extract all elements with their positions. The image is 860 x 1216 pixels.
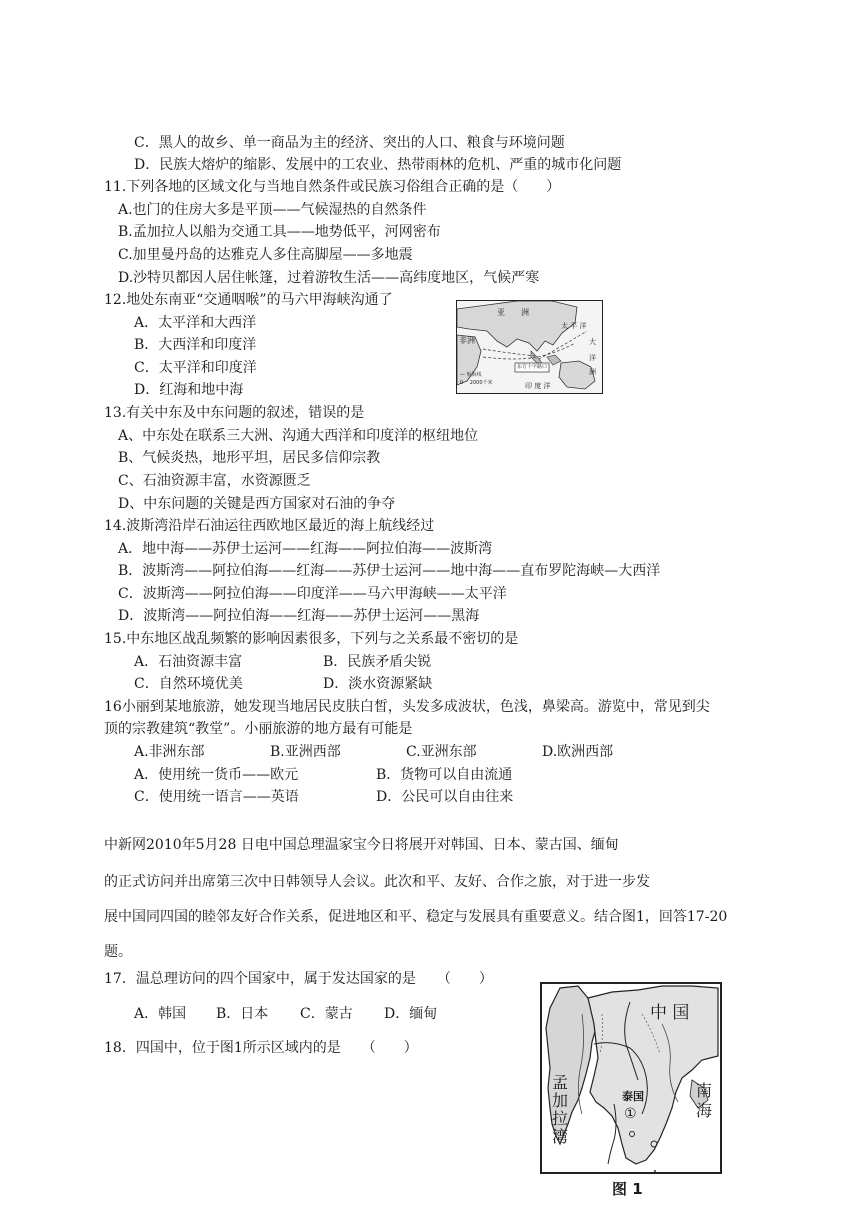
question-11-stem: 11.下列各地的区域文化与当地自然条件或民族习俗组合正确的是（ ） — [104, 179, 561, 195]
question-16-option-c: C.亚洲东部 — [406, 744, 477, 760]
question-12-option-a: A．太平洋和大西洋 — [134, 315, 257, 331]
map-label-oceania-a: 大 — [589, 338, 596, 346]
question-13-option-c: C、石油资源丰富，水资源匮乏 — [118, 473, 311, 489]
extra-option-c: C．使用统一语言——英语 — [134, 789, 299, 805]
question-15-option-b: B．民族矛盾尖锐 — [323, 654, 432, 670]
question-14-option-b: B．波斯湾——阿拉伯海——红海——苏伊士运河——地中海——直布罗陀海峡—大西洋 — [118, 563, 661, 579]
map-label-crossroad: 东方十字路口 — [517, 364, 548, 370]
question-15-option-d: D．淡水资源紧缺 — [323, 676, 433, 692]
option-c-continued: C．黑人的故乡、单一商品为主的经济、突出的人口、粮食与环境问题 — [134, 135, 565, 151]
question-12-option-c: C．太平洋和印度洋 — [134, 360, 257, 376]
extra-option-b: B．货物可以自由流通 — [376, 767, 513, 783]
question-16-option-a: A.非洲东部 — [134, 744, 205, 760]
question-17-stem: 17．温总理访问的四个国家中，属于发达国家的是 （ ） — [104, 971, 493, 987]
extra-option-a: A．使用统一货币——欧元 — [134, 767, 299, 783]
news-paragraph-line4: 题。 — [104, 944, 132, 960]
question-16-option-b: B.亚洲西部 — [270, 744, 341, 760]
figure-1-label-bengal-3: 拉 — [552, 1109, 569, 1128]
figure-1-label-sea-2: 海 — [696, 1101, 713, 1120]
figure-1-label-bengal-1: 孟 — [552, 1073, 569, 1092]
question-12-option-d: D．红海和地中海 — [134, 382, 244, 398]
figure-1-label-bengal-2: 加 — [552, 1091, 569, 1110]
news-paragraph-line1: 中新网2010年5月28 日电中国总理温家宝今日将展开对韩国、日本、蒙古国、缅甸 — [104, 837, 619, 853]
malacca-strait-map — [456, 300, 603, 394]
question-17-option-d: D．缅甸 — [384, 1006, 438, 1022]
question-15-option-c: C．自然环境优美 — [134, 676, 243, 692]
map-legend-route: — 航海线 — [460, 372, 482, 378]
question-11-option-a: A.也门的住房大多是平顶——气候湿热的自然条件 — [118, 202, 427, 218]
question-13-option-a: A、中东处在联系三大洲、沟通大西洋和印度洋的枢纽地位 — [118, 428, 479, 444]
question-11-option-d: D.沙特贝都因人居住帐篷，过着游牧生活——高纬度地区，气候严寒 — [118, 270, 540, 286]
figure-1-drawing — [542, 984, 720, 1172]
question-14-option-d: D．波斯湾——阿拉伯海——红海——苏伊士运河——黑海 — [118, 608, 480, 624]
news-paragraph-line2: 的正式访问并出席第三次中日韩领导人会议。此次和平、友好、合作之旅，对于进一步发 — [104, 874, 650, 890]
question-18-stem: 18．四国中，位于图1所示区域内的是 （ ） — [104, 1040, 418, 1056]
question-16-stem-line1: 16小丽到某地旅游，她发现当地居民皮肤白皙，头发多成波状，色浅，鼻梁高。游览中，常见到尖 — [104, 699, 710, 715]
question-11-option-b: B.孟加拉人以船为交通工具——地势低平，河网密布 — [118, 224, 441, 240]
question-15-stem: 15.中东地区战乱频繁的影响因素很多，下列与之关系最不密切的是 — [104, 631, 519, 647]
figure-1-dot — [654, 1170, 656, 1172]
question-13-stem: 13.有关中东及中东问题的叙述，错误的是 — [104, 405, 365, 421]
option-d-continued: D．民族大熔炉的缩影、发展中的工农业、热带雨林的危机、严重的城市化问题 — [134, 157, 622, 173]
figure-1-label-bengal-4: 湾 — [552, 1127, 569, 1146]
question-15-option-a: A．石油资源丰富 — [134, 654, 243, 670]
map-label-pacific: 太 平 洋 — [561, 322, 587, 330]
figure-1-label-sea-1: 南 — [696, 1081, 713, 1100]
question-14-option-a: A．地中海——苏伊士运河——红海——阿拉伯海——波斯湾 — [118, 541, 493, 557]
question-11-option-c: C.加里曼丹岛的达雅克人多住高脚屋——多地震 — [118, 247, 413, 263]
map-legend-scale: 0 2000千米 — [460, 380, 493, 386]
question-17-option-c: C．蒙古 — [300, 1006, 353, 1022]
question-16-option-d: D.欧洲西部 — [542, 744, 614, 760]
map-label-africa: 非洲 — [459, 336, 475, 345]
figure-1-map — [540, 982, 722, 1174]
question-13-option-b: B、气候炎热，地形平坦，居民多信仰宗教 — [118, 450, 381, 466]
extra-option-d: D．公民可以自由往来 — [376, 789, 514, 805]
question-12-stem: 12.地处东南亚“交通咽喉”的马六甲海峡沟通了 — [104, 292, 393, 308]
question-14-option-c: C．波斯湾——阿拉伯海——印度洋——马六甲海峡——太平洋 — [118, 586, 507, 602]
figure-1-caption: 图 1 — [612, 1180, 643, 1198]
question-12-option-b: B．大西洋和印度洋 — [134, 337, 257, 353]
map-label-asia: 亚 洲 — [497, 308, 529, 317]
question-14-stem: 14.波斯湾沿岸石油运往西欧地区最近的海上航线经过 — [104, 518, 435, 534]
question-17-option-b: B．日本 — [216, 1006, 269, 1022]
news-paragraph-line3: 展中国同四国的睦邻友好合作关系，促进地区和平、稳定与发展具有重要意义。结合图1，回答17-20 — [104, 909, 728, 925]
question-13-option-d: D、中东问题的关键是西方国家对石油的争夺 — [118, 496, 396, 512]
map-label-oceania-b: 洋 — [589, 354, 596, 362]
figure-1-label-china: 中 国 — [650, 1003, 690, 1023]
map-label-indian-ocean: 印 度 洋 — [525, 382, 551, 390]
map-label-oceania-c: 洲 — [589, 368, 596, 376]
figure-1-label-thailand: 泰国 — [622, 1090, 644, 1103]
question-16-stem-line2: 顶的宗教建筑“教堂”。小丽旅游的地方最有可能是 — [104, 721, 413, 737]
figure-1-marker-1: ① — [624, 1106, 637, 1122]
question-17-option-a: A．韩国 — [134, 1006, 187, 1022]
